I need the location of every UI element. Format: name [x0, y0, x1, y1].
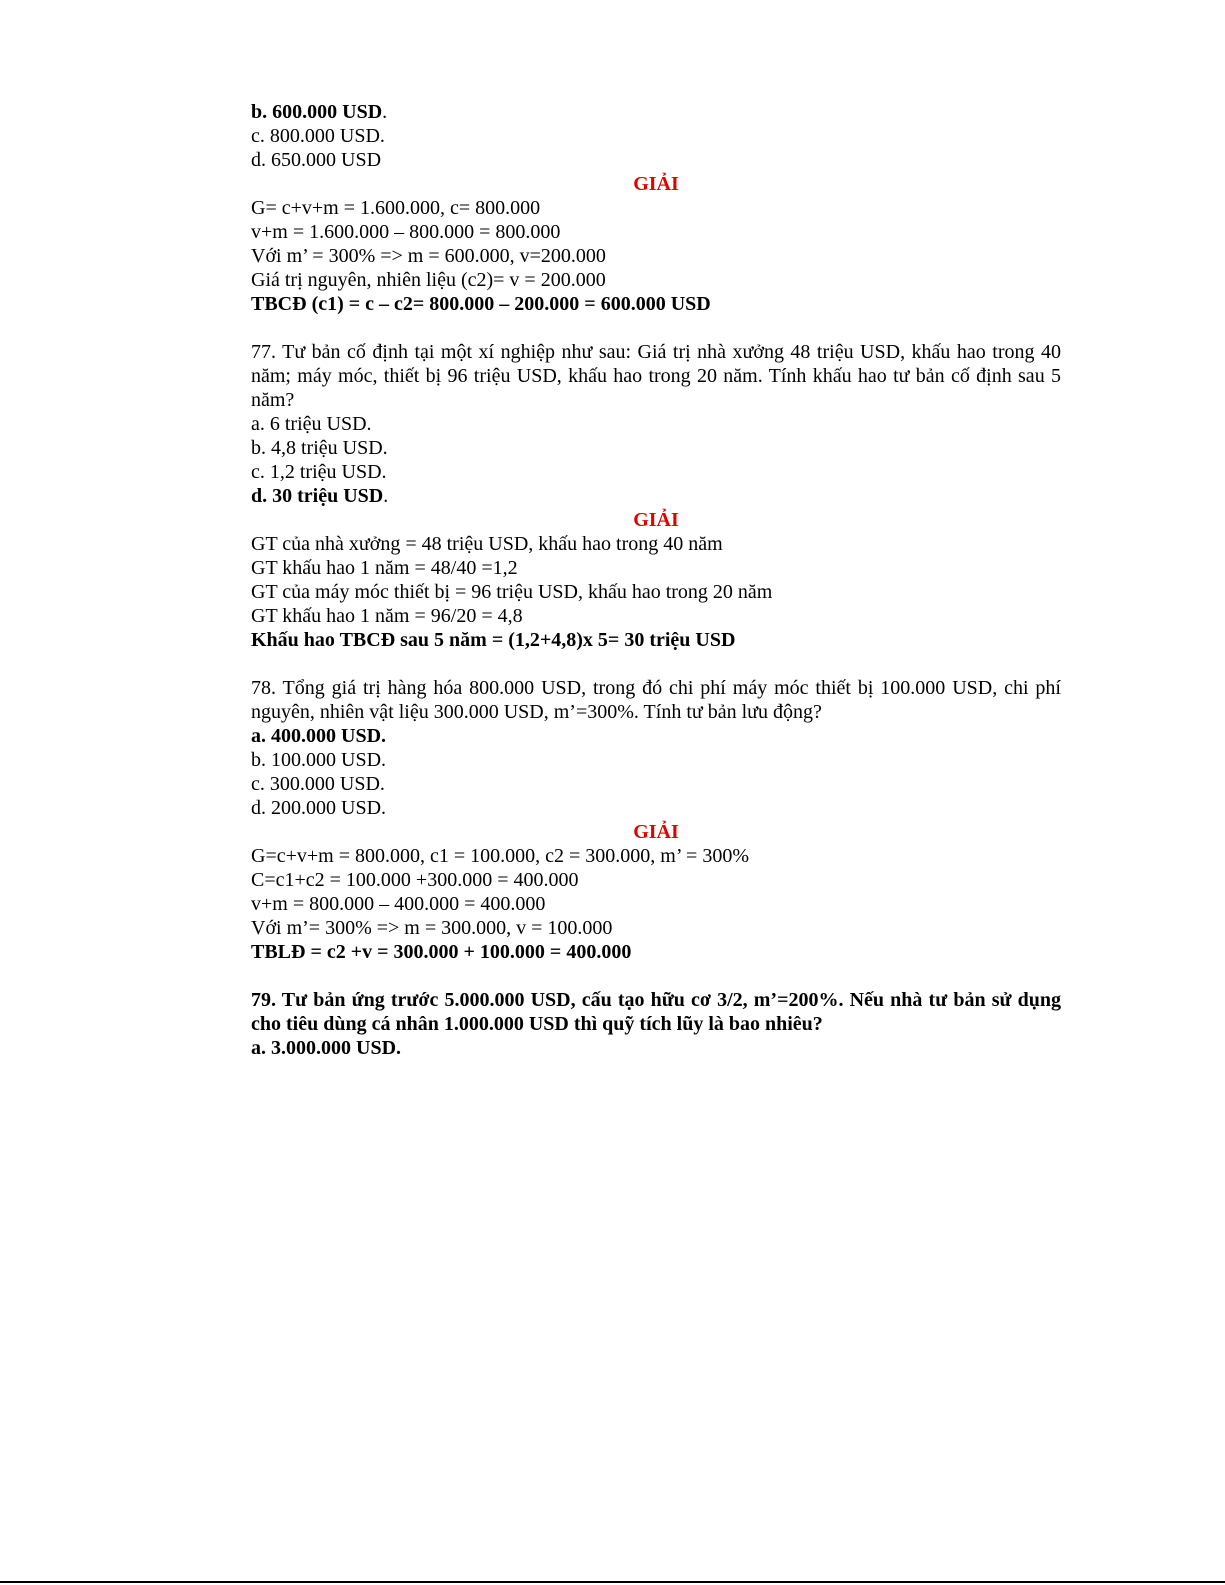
- solution-line: C=c1+c2 = 100.000 +300.000 = 400.000: [251, 869, 579, 891]
- solution-result: TBCĐ (c1) = c – c2= 800.000 – 200.000 = 600.000 USD: [251, 293, 711, 315]
- solution-line: GT khấu hao 1 năm = 48/40 =1,2: [251, 557, 518, 579]
- solution-line: G= c+v+m = 1.600.000, c= 800.000: [251, 197, 541, 219]
- solution-line: Với m’= 300% => m = 300.000, v = 100.000: [251, 917, 613, 939]
- solution-heading: GIẢI: [633, 821, 679, 843]
- answer-d: d. 30 triệu USD.: [251, 485, 389, 507]
- solution-heading: GIẢI: [633, 509, 679, 531]
- solution-heading: GIẢI: [633, 173, 679, 195]
- answer-a: a. 3.000.000 USD.: [251, 1037, 402, 1059]
- solution-line: v+m = 800.000 – 400.000 = 400.000: [251, 893, 546, 915]
- option-b: b. 4,8 triệu USD.: [251, 437, 388, 459]
- option-c: c. 300.000 USD.: [251, 773, 385, 795]
- solution-result: TBLĐ = c2 +v = 300.000 + 100.000 = 400.000: [251, 941, 632, 963]
- solution-line: G=c+v+m = 800.000, c1 = 100.000, c2 = 300.000, m’ = 300%: [251, 845, 749, 867]
- question-79: 79. Tư bản ứng trước 5.000.000 USD, cấu tạo hữu cơ 3/2, m’=200%. Nếu nhà tư bản sử dụng cho tiêu dùng cá nhân 1.000.000 USD thì quỹ tích lũy là bao nhiêu?: [251, 989, 1061, 1035]
- document-page: [251, 100, 1061, 1060]
- option-c: c. 1,2 triệu USD.: [251, 461, 387, 483]
- option-b: b. 100.000 USD.: [251, 749, 387, 771]
- option-b: b. 600.000 USD.: [251, 101, 388, 123]
- solution-line: Với m’ = 300% => m = 600.000, v=200.000: [251, 245, 606, 267]
- option-d: d. 650.000 USD: [251, 149, 382, 171]
- solution-result: Khấu hao TBCĐ sau 5 năm = (1,2+4,8)x 5= 30 triệu USD: [251, 629, 736, 651]
- question-77: 77. Tư bản cố định tại một xí nghiệp như sau: Giá trị nhà xưởng 48 triệu USD, khấu hao trong 40 năm; máy móc, thiết bị 96 triệu USD, khấu hao trong 20 năm. Tính khấu hao tư bản cố định sau 5 năm?: [251, 341, 1061, 411]
- solution-line: GT khấu hao 1 năm = 96/20 = 4,8: [251, 605, 523, 627]
- page-bottom-border: [0, 1581, 1225, 1583]
- solution-line: GT của máy móc thiết bị = 96 triệu USD, khấu hao trong 20 năm: [251, 581, 773, 603]
- solution-line: Giá trị nguyên, nhiên liệu (c2)= v = 200.000: [251, 269, 606, 291]
- option-c: c. 800.000 USD.: [251, 125, 385, 147]
- solution-line: v+m = 1.600.000 – 800.000 = 800.000: [251, 221, 561, 243]
- option-a: a. 6 triệu USD.: [251, 413, 372, 435]
- solution-line: GT của nhà xưởng = 48 triệu USD, khấu hao trong 40 năm: [251, 533, 723, 555]
- answer-a: a. 400.000 USD.: [251, 725, 387, 747]
- question-78: 78. Tổng giá trị hàng hóa 800.000 USD, trong đó chi phí máy móc thiết bị 100.000 USD, chi phí nguyên, nhiên vật liệu 300.000 USD, m’=300%. Tính tư bản lưu động?: [251, 677, 1061, 723]
- option-d: d. 200.000 USD.: [251, 797, 387, 819]
